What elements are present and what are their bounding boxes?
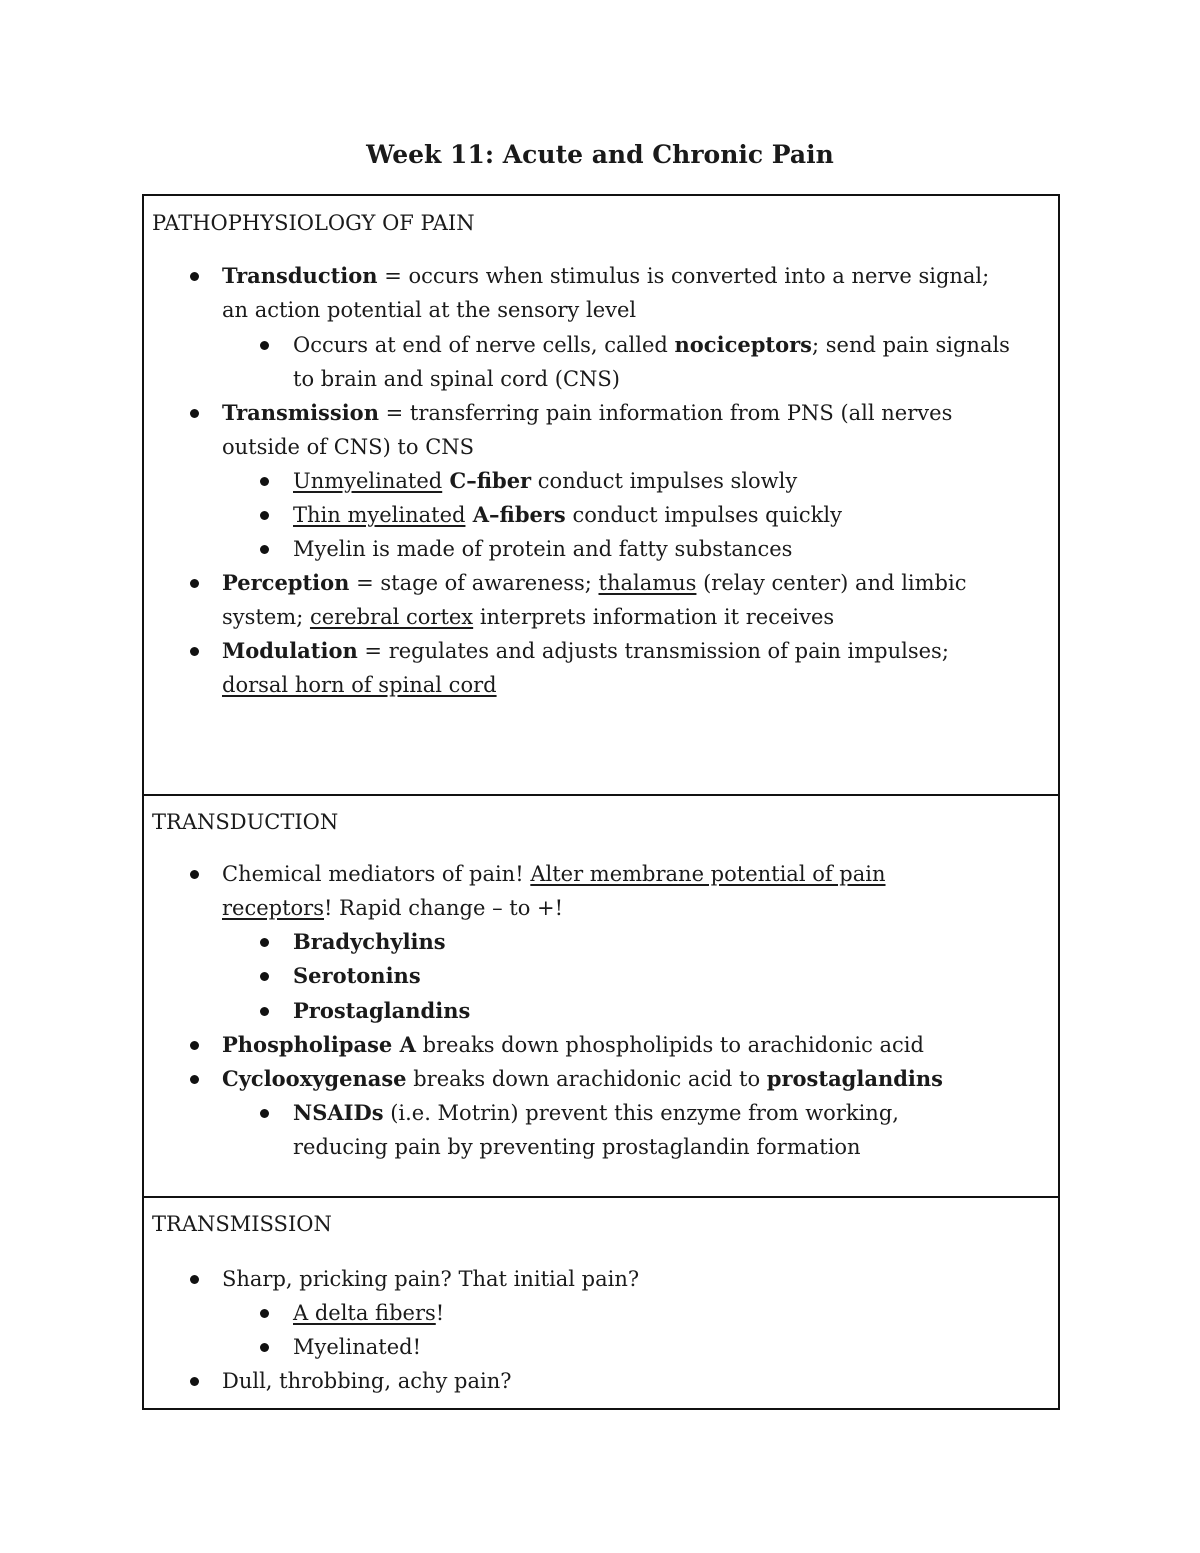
section-heading: TRANSDUCTION — [152, 810, 339, 834]
bullet-icon — [260, 1343, 269, 1352]
list-item-c-fiber: Unmyelinated C–fiber conduct impulses slowly — [293, 468, 798, 493]
list-item-myelinated: Myelinated! — [293, 1335, 422, 1359]
bullet-icon — [190, 647, 199, 656]
list-item-nociceptors: Occurs at end of nerve cells, called nociceptors; send pain signals — [293, 332, 1010, 357]
bullet-icon — [260, 477, 269, 486]
list-item-nsaids: NSAIDs (i.e. Motrin) prevent this enzyme from working, — [293, 1100, 899, 1125]
list-item-modulation: Modulation = regulates and adjusts transmission of pain impulses; — [222, 638, 949, 663]
bullet-icon — [190, 1377, 199, 1386]
list-item-sharp-pain: Sharp, pricking pain? That initial pain? — [222, 1267, 640, 1291]
bullet-icon — [260, 938, 269, 947]
bullet-icon — [190, 579, 199, 588]
section-heading: TRANSMISSION — [152, 1212, 332, 1236]
bullet-icon — [260, 511, 269, 520]
list-item-a-delta: A delta fibers! — [293, 1301, 445, 1325]
list-item-continuation: outside of CNS) to CNS — [222, 435, 475, 459]
bullet-icon — [260, 1109, 269, 1118]
section-pathophysiology — [142, 194, 1060, 796]
list-item-dull-pain: Dull, throbbing, achy pain? — [222, 1369, 512, 1393]
bullet-icon — [260, 1007, 269, 1016]
section-transduction — [142, 794, 1060, 1198]
list-item-serotonins: Serotonins — [293, 963, 421, 988]
bullet-icon — [190, 409, 199, 418]
list-item-bradychylins: Bradychylins — [293, 929, 446, 954]
list-item-a-fiber: Thin myelinated A–fibers conduct impulses quickly — [293, 502, 842, 527]
bullet-icon — [190, 870, 199, 879]
list-item-phospholipase: Phospholipase A breaks down phospholipids to arachidonic acid — [222, 1032, 924, 1057]
list-item-prostaglandins: Prostaglandins — [293, 998, 471, 1023]
bullet-icon — [190, 1275, 199, 1284]
bullet-icon — [260, 1309, 269, 1318]
bullet-icon — [190, 1041, 199, 1050]
bullet-icon — [260, 341, 269, 350]
list-item-chemical-mediators: Chemical mediators of pain! Alter membrane potential of pain — [222, 862, 886, 886]
bullet-icon — [190, 1075, 199, 1084]
list-item-transmission: Transmission = transferring pain information from PNS (all nerves — [222, 400, 953, 425]
list-item-perception: Perception = stage of awareness; thalamus (relay center) and limbic — [222, 570, 967, 595]
list-item-continuation: receptors! Rapid change – to +! — [222, 896, 564, 920]
list-item-continuation: dorsal horn of spinal cord — [222, 673, 497, 697]
list-item-continuation: to brain and spinal cord (CNS) — [293, 367, 620, 391]
bullet-icon — [190, 272, 199, 281]
section-transmission — [142, 1196, 1060, 1410]
list-item-cyclooxygenase: Cyclooxygenase breaks down arachidonic acid to prostaglandins — [222, 1066, 943, 1091]
list-item-continuation: system; cerebral cortex interprets information it receives — [222, 605, 835, 629]
list-item-continuation: an action potential at the sensory level — [222, 298, 637, 322]
list-item-myelin: Myelin is made of protein and fatty substances — [293, 537, 793, 561]
list-item-continuation: reducing pain by preventing prostaglandin formation — [293, 1135, 861, 1159]
bullet-icon — [260, 972, 269, 981]
section-heading: PATHOPHYSIOLOGY OF PAIN — [152, 211, 475, 235]
bullet-icon — [260, 545, 269, 554]
page-title: Week 11: Acute and Chronic Pain — [366, 140, 834, 169]
list-item-transduction: Transduction = occurs when stimulus is converted into a nerve signal; — [222, 263, 990, 288]
